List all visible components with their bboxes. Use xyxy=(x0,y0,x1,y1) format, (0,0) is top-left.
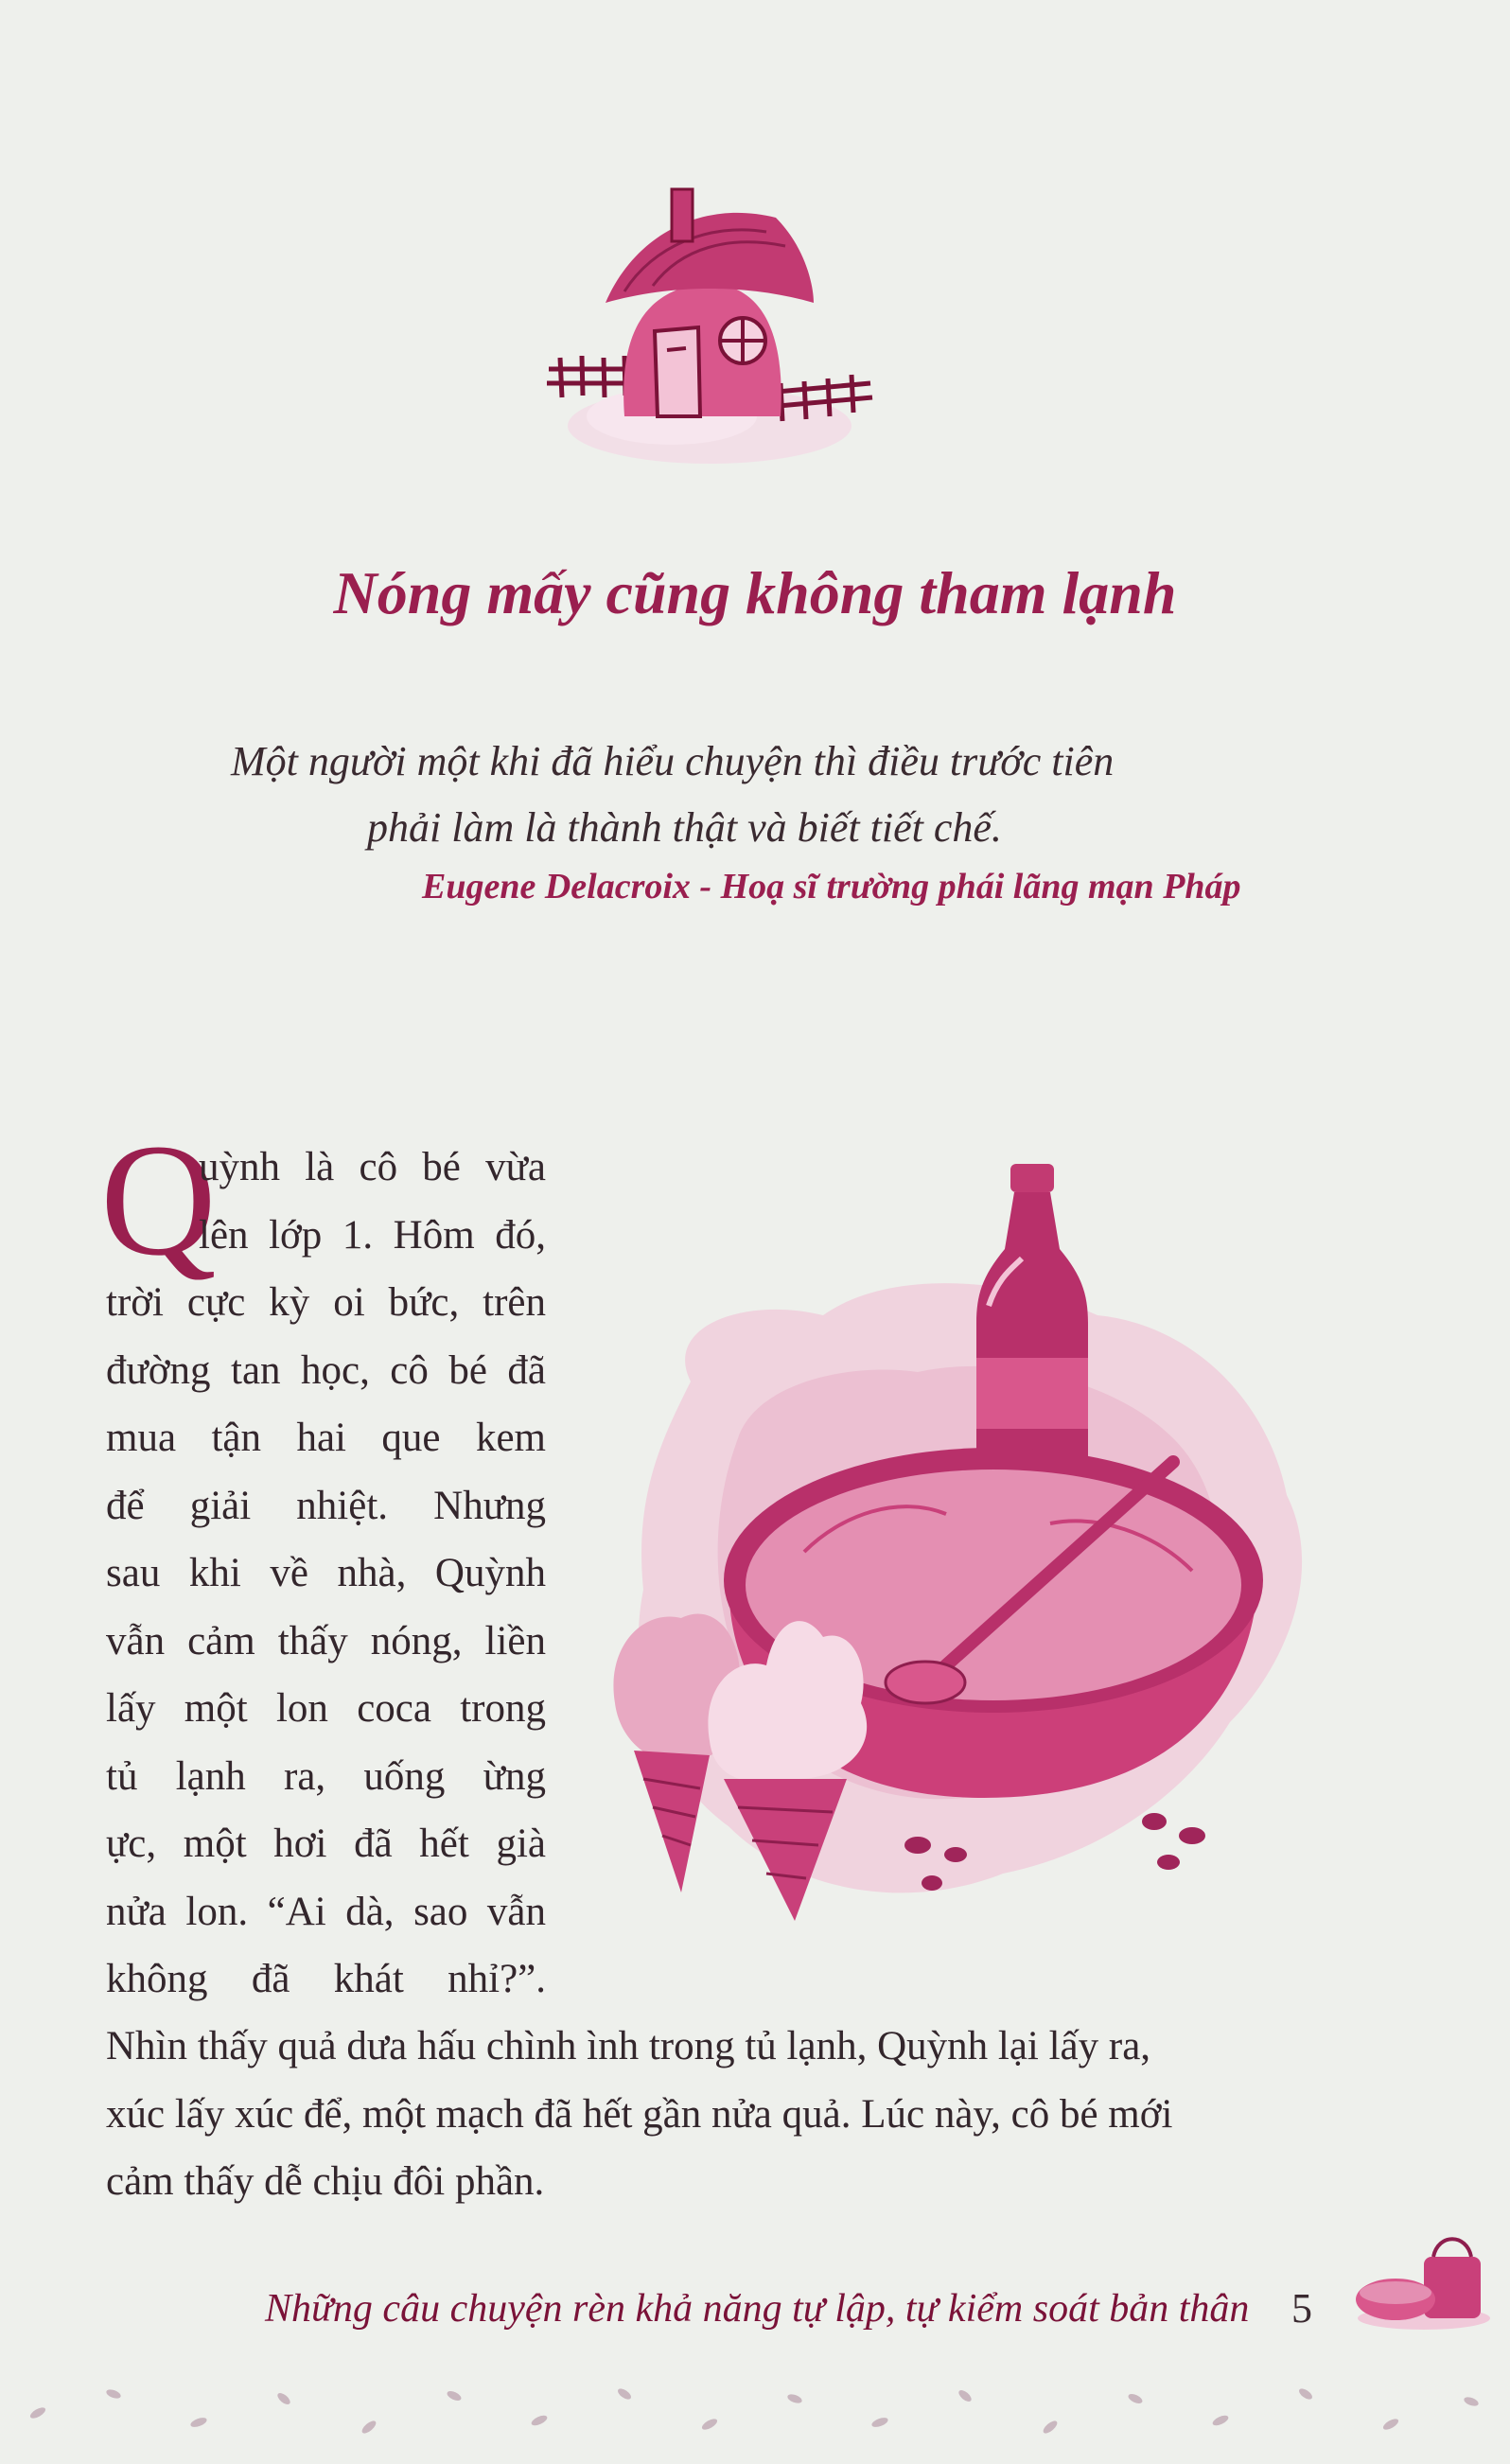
watermelon-icecream-illustration xyxy=(606,1135,1343,1949)
watermelon-bucket-icon xyxy=(1353,2228,1495,2332)
quote-line-2: phải làm là thành thật và biết tiết chế. xyxy=(367,804,1002,851)
drop-cap: Q xyxy=(100,1111,217,1289)
quote-line-1: Một người một khi đã hiểu chuyện thì điều trước tiên xyxy=(231,738,1115,784)
story-line: đường tan học, cô bé đã xyxy=(106,1347,546,1393)
page-number: 5 xyxy=(1291,2285,1312,2332)
story-continuation xyxy=(106,2013,1317,2216)
story-line: mua tận hai que kem xyxy=(106,1416,546,1460)
story-column xyxy=(106,1134,546,2014)
story-line: vẫn cảm thấy nóng, liền xyxy=(106,1618,546,1663)
decorative-leaves-border xyxy=(0,2375,1510,2460)
story-line: trời cực kỳ oi bức, trên xyxy=(106,1280,546,1325)
story-line: lấy một lon coca trong xyxy=(106,1686,546,1731)
story-line: sau khi về nhà, Quỳnh xyxy=(106,1551,546,1595)
story-line: lên lớp 1. Hôm đó, xyxy=(199,1212,546,1258)
story-line: nửa lon. “Ai dà, sao vẫn xyxy=(106,1889,546,1934)
story-line: uỳnh là cô bé vừa xyxy=(199,1145,546,1189)
story-line: Nhìn thấy quả dưa hấu chình ình trong tủ lạnh, Quỳnh lại lấy ra, xyxy=(106,2024,1151,2068)
story-line: không đã khát nhỉ?”. xyxy=(106,1957,546,2001)
book-title-footer: Những câu chuyện rèn khả năng tự lập, tự kiểm soát bản thân xyxy=(265,2287,1250,2331)
story-line: tủ lạnh ra, uống ừng xyxy=(106,1753,546,1799)
story-line: để giải nhiệt. Nhưng xyxy=(106,1483,546,1528)
story-line: cảm thấy dễ chịu đôi phần. xyxy=(106,2159,545,2204)
quote-author: Eugene Delacroix - Hoạ sĩ trường phái lãng mạn Pháp xyxy=(422,867,1241,906)
story-line: ực, một hơi đã hết già xyxy=(106,1822,546,1866)
story-line: xúc lấy xúc để, một mạch đã hết gần nửa quả. Lúc này, cô bé mới xyxy=(106,2091,1173,2137)
chapter-title: Nóng mấy cũng không tham lạnh xyxy=(333,559,1177,626)
house-illustration xyxy=(530,180,889,464)
